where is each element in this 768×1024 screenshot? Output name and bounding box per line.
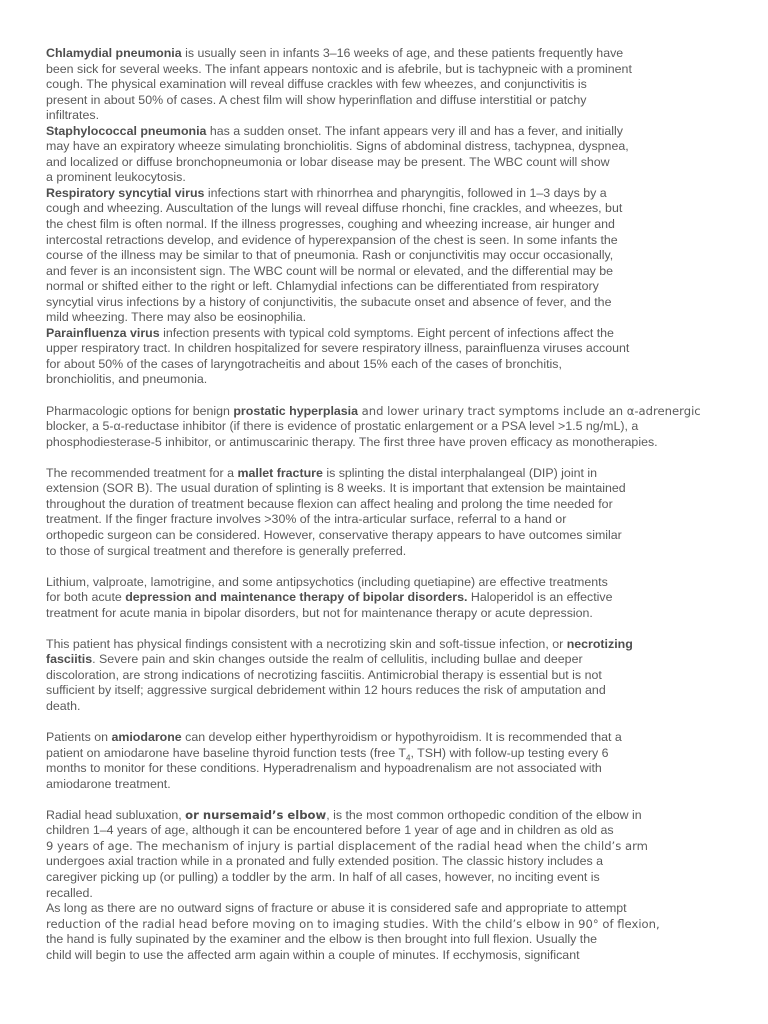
- text-run: discoloration, are strong indications of necrotizing fasciitis. Antimicrobial therapy is essential but is not: [46, 667, 602, 682]
- text-run: infection presents with typical cold symptoms. Eight percent of infections affect the: [159, 325, 614, 340]
- text-line: [46, 186, 736, 202]
- text-run: This patient has physical findings consistent with a necrotizing skin and soft-tissue infection, or: [46, 636, 567, 651]
- text-run: infections start with rhinorrhea and pharyngitis, followed in 1–3 days by a: [204, 185, 607, 200]
- text-line: [46, 917, 736, 933]
- text-line: [46, 404, 736, 420]
- text-run: blocker, a 5-α-reductase inhibitor (if there is evidence of prostatic enlargement or a PSA level >1.5 ng/mL), a: [46, 419, 639, 434]
- text-line: [46, 155, 736, 171]
- text-run: treatment for acute mania in bipolar disorders, but not for maintenance therapy or acute depression.: [46, 605, 593, 620]
- bold-term: Parainfluenza virus: [46, 325, 160, 340]
- text-run: mild wheezing. There may also be eosinophilia.: [46, 310, 307, 325]
- text-line: [46, 528, 736, 544]
- text-run: Patients on: [46, 730, 112, 745]
- text-line: [46, 341, 736, 357]
- paragraph-rsv: [46, 186, 736, 326]
- text-run: 9 years of age. The mechanism of injury is partial displacement of the radial head when the child’s arm: [46, 838, 648, 853]
- text-line: [46, 62, 736, 78]
- text-line: [46, 683, 736, 699]
- text-run: course of the illness may be similar to that of pneumonia. Rash or conjunctivitis may occur occasionally,: [46, 248, 614, 263]
- text-run: patient on amiodarone have baseline thyroid function tests (free T: [46, 745, 407, 760]
- text-line: [46, 652, 736, 668]
- bold-term: prostatic hyperplasia: [233, 403, 358, 418]
- text-line: [46, 606, 736, 622]
- text-run: children 1–4 years of age, although it can be encountered before 1 year of age and in children as old as: [46, 823, 614, 838]
- paragraph-staphylococcal: [46, 124, 736, 186]
- text-run: the chest film is often normal. If the illness progresses, coughing and wheezing increase, air hunger and: [46, 217, 615, 232]
- text-run: Haloperidol is an effective: [467, 590, 613, 605]
- text-line: [46, 108, 736, 124]
- text-line: [46, 435, 736, 451]
- text-run: is splinting the distal interphalangeal (DIP) joint in: [322, 465, 597, 480]
- paragraph-necrotizing: [46, 637, 736, 715]
- text-line: [46, 870, 736, 886]
- paragraph-amiodarone: [46, 730, 736, 792]
- text-run: phosphodiesterase-5 inhibitor, or antimuscarinic therapy. The first three have proven efficacy as monotherapies.: [46, 434, 658, 449]
- bold-term: or nursemaid’s elbow: [185, 807, 327, 822]
- text-line: [46, 497, 736, 513]
- text-line: [46, 901, 736, 917]
- text-line: [46, 932, 736, 948]
- paragraph-nursemaid: [46, 808, 736, 901]
- text-run: been sick for several weeks. The infant appears nontoxic and is afebrile, but is tachypneic with a prominent: [46, 61, 632, 76]
- text-run: extension (SOR B). The usual duration of splinting is 8 weeks. It is important that extension be maintained: [46, 481, 626, 496]
- paragraph-bipolar: [46, 575, 736, 622]
- paragraph-reduction: [46, 901, 736, 963]
- text-run: , TSH) with follow-up testing every 6: [410, 745, 609, 760]
- paragraph-parainfluenza: [46, 326, 736, 388]
- text-run: Pharmacologic options for benign: [46, 403, 234, 418]
- paragraph-mallet: [46, 466, 736, 559]
- text-run: for both acute: [46, 590, 126, 605]
- text-line: [46, 139, 736, 155]
- text-run: treatment. If the finger fracture involves >30% of the intra-articular surface, referral to a hand or: [46, 512, 567, 527]
- text-line: [46, 730, 736, 746]
- text-line: [46, 124, 736, 140]
- text-run: death.: [46, 698, 81, 713]
- text-run: months to monitor for these conditions. Hyperadrenalism and hypoadrenalism are not associated with: [46, 761, 602, 776]
- text-line: [46, 46, 736, 62]
- text-run: the hand is fully supinated by the examiner and the elbow is then brought into full flexion. Usually the: [46, 932, 598, 947]
- text-line: [46, 201, 736, 217]
- text-run: cough and wheezing. Auscultation of the lungs will reveal diffuse rhonchi, fine crackles, and wheezes, but: [46, 201, 623, 216]
- text-run: normal or shifted either to the right or left. Chlamydial infections can be differentiated from respiratory: [46, 279, 599, 294]
- text-line: [46, 233, 736, 249]
- text-line: [46, 590, 736, 606]
- text-line: [46, 326, 736, 342]
- text-run: As long as there are no outward signs of fracture or abuse it is considered safe and appropriate to attempt: [46, 901, 627, 916]
- text-run: intercostal retractions develop, and evidence of hyperexpansion of the chest is seen. In some infants the: [46, 232, 618, 247]
- text-line: [46, 217, 736, 233]
- paragraph-spacer: [46, 715, 736, 731]
- bold-term: Chlamydial pneumonia: [46, 46, 182, 60]
- text-line: [46, 886, 736, 902]
- text-line: [46, 466, 736, 482]
- text-line: [46, 948, 736, 964]
- bold-term: amiodarone: [111, 730, 182, 745]
- bold-term: depression and maintenance therapy of bipolar disorders.: [125, 590, 468, 605]
- paragraph-chlamydial: [46, 46, 736, 124]
- text-run: cough. The physical examination will reveal diffuse crackles with few wheezes, and conjunctivitis is: [46, 77, 587, 92]
- text-line: [46, 823, 736, 839]
- paragraph-prostatic: [46, 404, 736, 451]
- text-line: [46, 699, 736, 715]
- text-run: orthopedic surgeon can be considered. However, conservative therapy appears to have outcomes similar: [46, 527, 622, 542]
- text-line: [46, 481, 736, 497]
- text-run: a prominent leukocytosis.: [46, 170, 186, 185]
- text-line: [46, 839, 736, 855]
- text-run: child will begin to use the affected arm again within a couple of minutes. If ecchymosis, significant: [46, 947, 580, 962]
- text-run: undergoes axial traction while in a pronated and fully extended position. The classic history includes a: [46, 854, 603, 869]
- text-line: [46, 77, 736, 93]
- bold-term: fasciitis: [46, 652, 93, 667]
- text-run: upper respiratory tract. In children hospitalized for severe respiratory illness, parainfluenza viruses account: [46, 341, 630, 356]
- bold-term: Staphylococcal pneumonia: [46, 123, 207, 138]
- text-run: syncytial virus infections by a history of conjunctivitis, the subacute onset and absence of fever, and the: [46, 294, 612, 309]
- text-run: may have an expiratory wheeze simulating bronchiolitis. Signs of abdominal distress, tachypnea, dyspnea,: [46, 139, 629, 154]
- text-run: infiltrates.: [46, 108, 100, 123]
- text-line: [46, 668, 736, 684]
- subscript: 4: [406, 753, 411, 763]
- text-run: to those of surgical treatment and therefore is generally preferred.: [46, 543, 407, 558]
- text-line: [46, 295, 736, 311]
- text-line: [46, 170, 736, 186]
- text-line: [46, 808, 736, 824]
- text-line: [46, 575, 736, 591]
- text-run: bronchiolitis, and pneumonia.: [46, 372, 208, 387]
- text-run: for about 50% of the cases of laryngotracheitis and about 15% each of the cases of bronchitis,: [46, 356, 562, 371]
- text-run: amiodarone treatment.: [46, 776, 171, 791]
- text-run: The recommended treatment for a: [46, 465, 238, 480]
- text-line: [46, 512, 736, 528]
- text-line: [46, 93, 736, 109]
- text-run: , is the most common orthopedic condition of the elbow in: [326, 807, 642, 822]
- paragraph-spacer: [46, 388, 736, 404]
- bold-term: necrotizing: [566, 636, 633, 651]
- text-run: Radial head subluxation,: [46, 807, 186, 822]
- paragraph-spacer: [46, 559, 736, 575]
- paragraph-spacer: [46, 450, 736, 466]
- text-run: Lithium, valproate, lamotrigine, and some antipsychotics (including quetiapine) are effective treatments: [46, 574, 608, 589]
- text-line: [46, 279, 736, 295]
- text-run: throughout the duration of treatment because flexion can affect healing and prolong the time needed for: [46, 496, 613, 511]
- text-run: and localized or diffuse bronchopneumonia or lobar disease may be present. The WBC count will show: [46, 154, 610, 169]
- text-line: [46, 248, 736, 264]
- text-line: [46, 372, 736, 388]
- text-line: [46, 854, 736, 870]
- text-run: caregiver picking up (or pulling) a toddler by the arm. In half of all cases, however, no inciting event is: [46, 869, 600, 884]
- text-line: [46, 777, 736, 793]
- text-line: [46, 357, 736, 373]
- text-run: recalled.: [46, 885, 93, 900]
- text-line: [46, 544, 736, 560]
- text-line: [46, 637, 736, 653]
- text-run: is usually seen in infants 3–16 weeks of age, and these patients frequently have: [181, 46, 624, 60]
- text-run: reduction of the radial head before moving on to imaging studies. With the child’s elbow in 90° of flexion,: [46, 916, 660, 931]
- text-line: [46, 761, 736, 777]
- text-run: present in about 50% of cases. A chest film will show hyperinflation and diffuse interstitial or patchy: [46, 92, 587, 107]
- paragraph-spacer: [46, 792, 736, 808]
- document-page: [46, 46, 736, 963]
- text-line: [46, 746, 736, 762]
- text-run: has a sudden onset. The infant appears very ill and has a fever, and initially: [206, 123, 623, 138]
- text-run: can develop either hyperthyroidism or hypothyroidism. It is recommended that a: [181, 730, 622, 745]
- paragraph-spacer: [46, 621, 736, 637]
- text-line: [46, 419, 736, 435]
- bold-term: mallet fracture: [237, 465, 323, 480]
- text-run: sufficient by itself; aggressive surgical debridement within 12 hours reduces the risk of amputation and: [46, 683, 606, 698]
- text-line: [46, 264, 736, 280]
- text-run: and fever is an inconsistent sign. The WBC count will be normal or elevated, and the differential may be: [46, 263, 614, 278]
- bold-term: Respiratory syncytial virus: [46, 185, 205, 200]
- text-run: and lower urinary tract symptoms include an α-adrenergic: [358, 403, 701, 418]
- text-run: . Severe pain and skin changes outside the realm of cellulitis, including bullae and deeper: [92, 652, 583, 667]
- text-line: [46, 310, 736, 326]
